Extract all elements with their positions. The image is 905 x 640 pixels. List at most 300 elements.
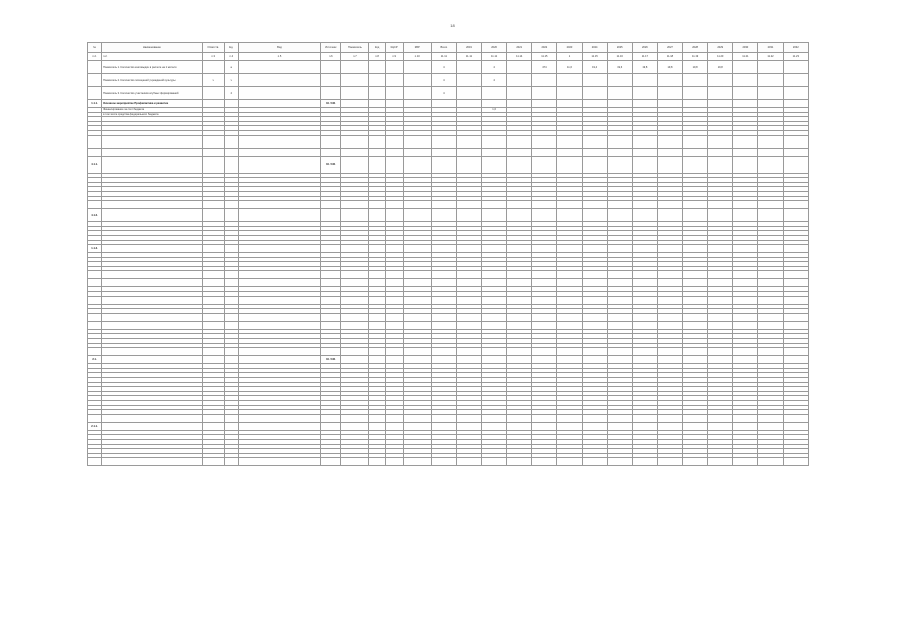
table-cell bbox=[321, 296, 341, 304]
table-cell bbox=[403, 201, 431, 209]
table-cell bbox=[733, 348, 758, 356]
table-cell bbox=[369, 279, 385, 287]
table-cell: 10 / 101 bbox=[321, 100, 341, 108]
column-header: 2020 bbox=[482, 43, 507, 53]
table-cell bbox=[507, 296, 532, 304]
table-cell bbox=[238, 458, 320, 466]
table-cell bbox=[733, 422, 758, 430]
table-cell bbox=[202, 148, 224, 156]
table-cell bbox=[582, 458, 607, 466]
table-cell bbox=[683, 209, 708, 222]
table-cell bbox=[385, 279, 403, 287]
table-cell bbox=[385, 201, 403, 209]
table-cell bbox=[431, 422, 456, 430]
table-cell bbox=[482, 271, 507, 279]
table-cell bbox=[783, 74, 808, 87]
table-cell bbox=[683, 245, 708, 253]
table-cell bbox=[733, 245, 758, 253]
table-cell bbox=[202, 100, 224, 108]
table-cell bbox=[632, 321, 657, 329]
table-cell bbox=[224, 321, 238, 329]
table-cell: 19,8 bbox=[632, 61, 657, 74]
table-cell bbox=[758, 209, 783, 222]
table-cell bbox=[385, 61, 403, 74]
row-number-cell bbox=[88, 414, 102, 422]
table-cell bbox=[341, 100, 369, 108]
table-cell bbox=[202, 296, 224, 304]
row-name-cell bbox=[102, 201, 203, 209]
table-cell bbox=[532, 414, 557, 422]
table-cell bbox=[341, 458, 369, 466]
column-header: 2028 bbox=[683, 43, 708, 53]
table-cell bbox=[758, 296, 783, 304]
table-row bbox=[88, 53, 809, 61]
table-cell bbox=[403, 100, 431, 108]
table-cell bbox=[369, 422, 385, 430]
table-cell: 19,4 bbox=[582, 61, 607, 74]
table-cell bbox=[632, 414, 657, 422]
table-cell bbox=[385, 296, 403, 304]
table-cell bbox=[758, 135, 783, 148]
column-header: Вид bbox=[238, 43, 320, 53]
table-cell bbox=[532, 348, 557, 356]
table-cell: 11.19 bbox=[683, 53, 708, 61]
table-cell bbox=[321, 321, 341, 329]
table-cell bbox=[224, 414, 238, 422]
table-cell bbox=[431, 348, 456, 356]
table-cell bbox=[582, 414, 607, 422]
table-cell bbox=[482, 201, 507, 209]
table-cell bbox=[238, 422, 320, 430]
table-cell bbox=[607, 296, 632, 304]
row-name-cell bbox=[102, 313, 203, 321]
table-cell bbox=[607, 356, 632, 364]
table-cell bbox=[456, 279, 481, 287]
table-cell: 11.11 bbox=[456, 53, 481, 61]
table-cell bbox=[238, 148, 320, 156]
row-name-cell bbox=[102, 422, 203, 430]
table-cell bbox=[733, 321, 758, 329]
table-cell bbox=[557, 87, 582, 100]
table-cell bbox=[403, 209, 431, 222]
table-cell bbox=[238, 156, 320, 173]
table-cell bbox=[632, 271, 657, 279]
table-cell bbox=[657, 313, 682, 321]
table-cell bbox=[783, 148, 808, 156]
row-name-cell: п.2. bbox=[102, 53, 203, 61]
table-row bbox=[88, 271, 809, 279]
row-name-cell bbox=[102, 321, 203, 329]
table-cell bbox=[369, 74, 385, 87]
table-cell bbox=[321, 245, 341, 253]
table-cell bbox=[321, 414, 341, 422]
table-cell bbox=[456, 209, 481, 222]
row-number-cell bbox=[88, 321, 102, 329]
table-cell bbox=[683, 135, 708, 148]
table-cell bbox=[783, 356, 808, 364]
table-cell bbox=[507, 356, 532, 364]
row-name-cell bbox=[102, 156, 203, 173]
table-cell bbox=[657, 135, 682, 148]
table-cell bbox=[456, 61, 481, 74]
table-cell: ч bbox=[202, 74, 224, 87]
section-row bbox=[88, 356, 809, 364]
table-cell bbox=[321, 422, 341, 430]
table-cell: п.4 bbox=[224, 53, 238, 61]
table-cell bbox=[532, 271, 557, 279]
column-header: 2027 bbox=[657, 43, 682, 53]
column-header: № bbox=[88, 43, 102, 53]
table-cell bbox=[632, 348, 657, 356]
table-cell bbox=[607, 458, 632, 466]
table-cell bbox=[683, 74, 708, 87]
table-cell bbox=[683, 156, 708, 173]
table-cell bbox=[456, 313, 481, 321]
table-cell bbox=[224, 279, 238, 287]
table-cell bbox=[456, 348, 481, 356]
table-cell bbox=[733, 271, 758, 279]
table-cell bbox=[482, 156, 507, 173]
row-name-cell: Финансирование за счет бюджета bbox=[102, 108, 203, 113]
table-cell bbox=[224, 209, 238, 222]
row-name-cell bbox=[102, 414, 203, 422]
table-cell bbox=[657, 279, 682, 287]
table-cell bbox=[708, 321, 733, 329]
table-cell bbox=[385, 321, 403, 329]
table-cell bbox=[758, 245, 783, 253]
table-cell bbox=[507, 422, 532, 430]
section-row bbox=[88, 422, 809, 430]
column-header: 2026 bbox=[632, 43, 657, 53]
table-cell bbox=[456, 201, 481, 209]
column-header: 2031 bbox=[758, 43, 783, 53]
table-cell bbox=[385, 245, 403, 253]
table-cell bbox=[403, 271, 431, 279]
table-cell: п.3 bbox=[202, 53, 224, 61]
table-cell bbox=[238, 296, 320, 304]
row-name-cell bbox=[102, 209, 203, 222]
table-cell bbox=[733, 209, 758, 222]
table-cell: 4 bbox=[431, 74, 456, 87]
table-cell bbox=[369, 135, 385, 148]
section-row bbox=[88, 156, 809, 173]
table-cell bbox=[403, 61, 431, 74]
row-number-cell bbox=[88, 348, 102, 356]
table-cell bbox=[403, 148, 431, 156]
table-cell bbox=[733, 356, 758, 364]
table-cell bbox=[482, 100, 507, 108]
table-cell bbox=[557, 209, 582, 222]
table-cell bbox=[783, 100, 808, 108]
table-cell bbox=[202, 271, 224, 279]
table-cell bbox=[507, 74, 532, 87]
table-cell bbox=[224, 356, 238, 364]
table-cell bbox=[456, 414, 481, 422]
table-cell bbox=[582, 100, 607, 108]
table-cell bbox=[321, 209, 341, 222]
table-cell bbox=[557, 135, 582, 148]
table-cell bbox=[202, 209, 224, 222]
row-name-cell: Показатель 3. Количество участников клубных формирований bbox=[102, 87, 203, 100]
table-cell bbox=[607, 100, 632, 108]
table-cell bbox=[557, 271, 582, 279]
row-name-cell bbox=[102, 245, 203, 253]
table-cell bbox=[683, 148, 708, 156]
table-cell bbox=[733, 148, 758, 156]
table-cell bbox=[632, 279, 657, 287]
table-cell bbox=[321, 458, 341, 466]
table-cell bbox=[403, 422, 431, 430]
table-cell bbox=[403, 135, 431, 148]
table-cell bbox=[202, 279, 224, 287]
table-cell bbox=[708, 156, 733, 173]
table-cell bbox=[238, 313, 320, 321]
table-cell bbox=[758, 414, 783, 422]
table-cell: 4 bbox=[431, 61, 456, 74]
section-row bbox=[88, 209, 809, 222]
table-cell bbox=[507, 201, 532, 209]
table-cell bbox=[385, 271, 403, 279]
table-cell bbox=[238, 209, 320, 222]
table-cell bbox=[224, 245, 238, 253]
table-cell bbox=[202, 356, 224, 364]
table-cell bbox=[683, 271, 708, 279]
table-cell bbox=[557, 414, 582, 422]
table-cell bbox=[403, 458, 431, 466]
table-cell bbox=[507, 245, 532, 253]
column-header: 2019 bbox=[456, 43, 481, 53]
table-cell bbox=[557, 296, 582, 304]
table-cell bbox=[224, 458, 238, 466]
table-cell bbox=[341, 313, 369, 321]
table-cell bbox=[403, 245, 431, 253]
table-cell bbox=[758, 201, 783, 209]
column-header: 2021 bbox=[507, 43, 532, 53]
column-header: Наименование bbox=[102, 43, 203, 53]
table-cell bbox=[783, 201, 808, 209]
table-cell: 19,8 bbox=[657, 61, 682, 74]
table-cell: 4 bbox=[224, 87, 238, 100]
table-cell bbox=[758, 356, 783, 364]
table-cell bbox=[582, 156, 607, 173]
table-cell bbox=[321, 61, 341, 74]
table-cell bbox=[482, 135, 507, 148]
table-cell bbox=[456, 458, 481, 466]
table-cell bbox=[657, 422, 682, 430]
table-cell bbox=[341, 348, 369, 356]
table-cell bbox=[456, 87, 481, 100]
table-cell bbox=[431, 414, 456, 422]
table-cell: 11,6 bbox=[557, 61, 582, 74]
table-cell bbox=[632, 245, 657, 253]
table-cell bbox=[758, 156, 783, 173]
table-cell bbox=[369, 348, 385, 356]
table-cell bbox=[456, 245, 481, 253]
table-cell bbox=[532, 156, 557, 173]
table-header-row bbox=[88, 43, 809, 53]
table-cell bbox=[431, 313, 456, 321]
table-cell bbox=[657, 245, 682, 253]
table-cell bbox=[224, 422, 238, 430]
row-number-cell: 4.1.2. bbox=[88, 209, 102, 222]
table-cell bbox=[507, 148, 532, 156]
table-cell: 11.17 bbox=[632, 53, 657, 61]
row-name-cell bbox=[102, 356, 203, 364]
table-cell bbox=[385, 356, 403, 364]
table-cell bbox=[341, 245, 369, 253]
table-cell bbox=[202, 422, 224, 430]
table-cell bbox=[683, 414, 708, 422]
table-cell bbox=[557, 321, 582, 329]
table-cell bbox=[202, 414, 224, 422]
table-cell bbox=[683, 422, 708, 430]
table-cell bbox=[482, 296, 507, 304]
column-header: Источник bbox=[321, 43, 341, 53]
table-cell bbox=[657, 348, 682, 356]
table-row bbox=[88, 148, 809, 156]
table-cell bbox=[733, 87, 758, 100]
table-cell bbox=[202, 156, 224, 173]
table-cell bbox=[557, 348, 582, 356]
row-number-cell: 2.1. bbox=[88, 356, 102, 364]
table-cell bbox=[482, 148, 507, 156]
table-cell bbox=[582, 148, 607, 156]
table-cell bbox=[482, 414, 507, 422]
table-cell bbox=[202, 201, 224, 209]
table-cell bbox=[657, 209, 682, 222]
table-cell bbox=[733, 458, 758, 466]
table-cell bbox=[733, 313, 758, 321]
table-cell bbox=[341, 296, 369, 304]
table-cell bbox=[341, 61, 369, 74]
table-cell bbox=[632, 87, 657, 100]
row-number-cell: 2.1.1. bbox=[88, 422, 102, 430]
table-cell bbox=[385, 414, 403, 422]
table-cell bbox=[783, 313, 808, 321]
table-cell bbox=[431, 201, 456, 209]
row-number-cell bbox=[88, 271, 102, 279]
table-cell bbox=[238, 414, 320, 422]
row-number-cell bbox=[88, 148, 102, 156]
table-cell bbox=[456, 356, 481, 364]
table-cell bbox=[202, 87, 224, 100]
table-cell bbox=[708, 296, 733, 304]
table-cell bbox=[403, 321, 431, 329]
table-cell bbox=[507, 279, 532, 287]
table-cell bbox=[369, 61, 385, 74]
row-name-cell bbox=[102, 271, 203, 279]
table-cell bbox=[607, 313, 632, 321]
table-cell bbox=[385, 135, 403, 148]
table-cell bbox=[758, 422, 783, 430]
column-header: Код bbox=[369, 43, 385, 53]
table-cell bbox=[657, 414, 682, 422]
table-cell bbox=[482, 321, 507, 329]
table-cell bbox=[632, 356, 657, 364]
table-cell bbox=[758, 61, 783, 74]
table-cell bbox=[607, 348, 632, 356]
table-cell: 11.11 bbox=[431, 53, 456, 61]
table-cell bbox=[507, 100, 532, 108]
table-cell bbox=[385, 209, 403, 222]
table-cell bbox=[733, 414, 758, 422]
table-cell bbox=[369, 356, 385, 364]
table-cell bbox=[607, 87, 632, 100]
table-cell bbox=[403, 87, 431, 100]
table-cell bbox=[632, 422, 657, 430]
table-cell bbox=[758, 313, 783, 321]
table-cell bbox=[532, 279, 557, 287]
row-number-cell bbox=[88, 87, 102, 100]
table-cell bbox=[758, 321, 783, 329]
table-cell bbox=[456, 156, 481, 173]
table-cell bbox=[582, 422, 607, 430]
row-name-cell bbox=[102, 135, 203, 148]
table-cell bbox=[202, 321, 224, 329]
table-cell bbox=[632, 201, 657, 209]
table-cell bbox=[607, 148, 632, 156]
table-cell bbox=[224, 348, 238, 356]
table-cell bbox=[783, 61, 808, 74]
table-cell bbox=[321, 348, 341, 356]
table-cell bbox=[783, 296, 808, 304]
table-cell bbox=[632, 135, 657, 148]
table-cell bbox=[632, 156, 657, 173]
column-header: КЦСР bbox=[385, 43, 403, 53]
table-cell bbox=[238, 321, 320, 329]
table-cell bbox=[507, 458, 532, 466]
table-cell bbox=[321, 87, 341, 100]
table-cell bbox=[456, 321, 481, 329]
table-cell bbox=[632, 458, 657, 466]
column-header: Всего bbox=[431, 43, 456, 53]
table-cell bbox=[482, 458, 507, 466]
row-name-cell: Показатель 2. Количество посещений учреждений культуры bbox=[102, 74, 203, 87]
table-cell bbox=[456, 271, 481, 279]
table-cell bbox=[369, 100, 385, 108]
table-row bbox=[88, 201, 809, 209]
table-cell bbox=[632, 74, 657, 87]
table-cell bbox=[507, 209, 532, 222]
table-cell bbox=[431, 209, 456, 222]
row-number-cell bbox=[88, 279, 102, 287]
row-number-cell: 1.1.1. bbox=[88, 100, 102, 108]
table-cell bbox=[683, 348, 708, 356]
table-cell bbox=[532, 422, 557, 430]
table-cell bbox=[783, 245, 808, 253]
table-cell bbox=[385, 148, 403, 156]
table-cell bbox=[783, 87, 808, 100]
table-cell bbox=[507, 313, 532, 321]
table-cell bbox=[431, 245, 456, 253]
table-cell bbox=[733, 135, 758, 148]
table-cell bbox=[224, 148, 238, 156]
table-row bbox=[88, 135, 809, 148]
table-cell bbox=[321, 201, 341, 209]
table-cell: 11.23 bbox=[783, 53, 808, 61]
table-cell bbox=[507, 321, 532, 329]
table-cell bbox=[683, 313, 708, 321]
table-cell bbox=[582, 313, 607, 321]
table-cell bbox=[341, 209, 369, 222]
table-cell bbox=[708, 414, 733, 422]
column-header: Ед. bbox=[224, 43, 238, 53]
table-cell bbox=[657, 321, 682, 329]
table-cell bbox=[582, 201, 607, 209]
table-cell bbox=[341, 74, 369, 87]
table-cell: 11.20 bbox=[708, 53, 733, 61]
row-number-cell bbox=[88, 313, 102, 321]
